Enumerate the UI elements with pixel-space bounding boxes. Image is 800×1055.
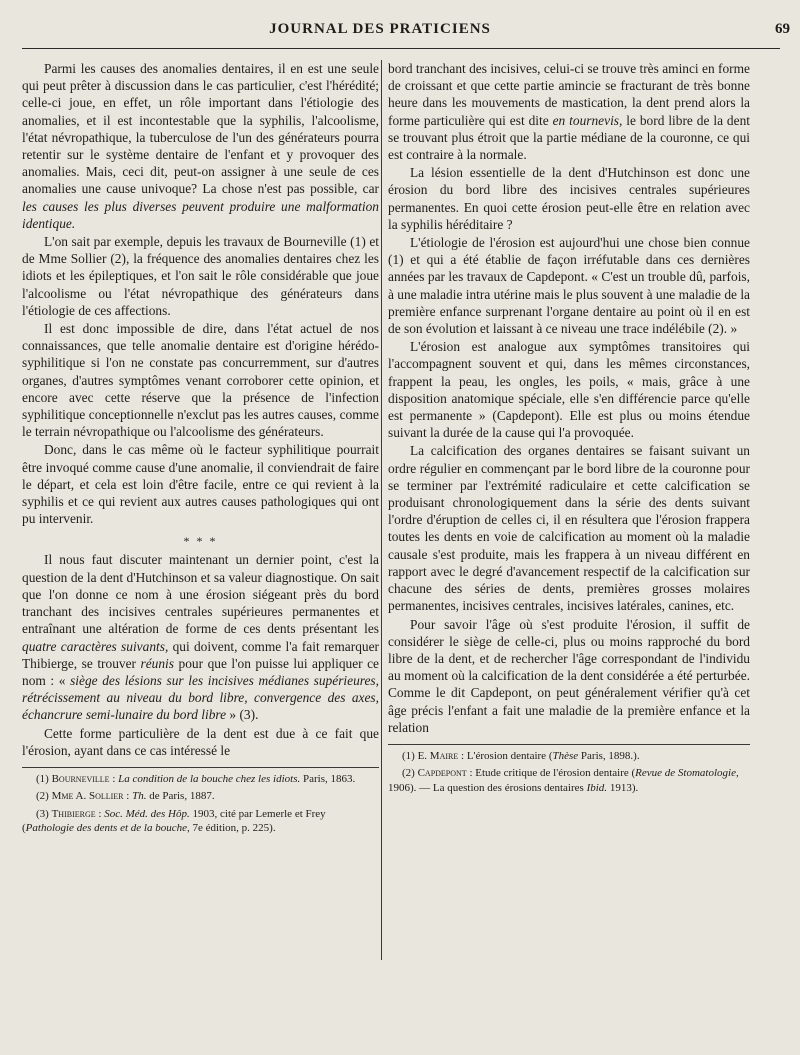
paragraph-text: Parmi les causes des anomalies dentaires, il en est une seule qui peut prêter à discussion dans le cas particulier, c'est l'hérédité; celle-ci joue, en effet, un rôle important dans l'étiologie des anomalies, et il est incontestable que la syphilis, l'alcoolisme, l'état névropathique, la tuberculose de l'un des générateurs pourra retentir sur le système dentaire de l'enfant et y provoquer des anomalies. Mais, ceci dit, peut-on assigner à une seule de ces anomalies une cause univoque? La chose n'est pas possible, car <box>22 61 379 197</box>
journal-title: JOURNAL DES PRATICIENS <box>269 21 491 37</box>
footnote-title: Ibid. <box>583 781 608 794</box>
footnote-title: Revue de Stomatologie, <box>635 767 739 780</box>
footnote-sep: : <box>95 807 105 820</box>
footnote <box>388 749 750 764</box>
footnote-rest: 1903, cité par Lemerle et Frey ( <box>22 807 326 835</box>
italic-text: réunis <box>140 655 174 671</box>
paragraph-text: Il nous faut discuter maintenant un dernier point, c'est la question de la dent d'Hutchinson et sa valeur diagnostique. On sait que l'on donne ce nom à une érosion siégeant près du bord tranchant des incisives centrales supérieures permanentes et entraînant une altération de forme de ces dents présentant les <box>22 552 379 637</box>
left-column <box>22 60 379 1045</box>
paragraph-text: pour que l'on puisse lui appliquer ce nom : « <box>22 655 379 688</box>
paragraph: L'étiologie de l'érosion est aujourd'hui une chose bien connue (1) et qui a été établie de façon irréfutable dans ces dernières années par les travaux de Capdepont. « C'est un trouble dû, parfois, à une maladie intra utérine mais le plus souvent à une maladie de la première enfance surprenant l'organe dentaire au point où il en est de son évolution et laissant à ce niveau une trace indélébile (2). » <box>388 235 750 337</box>
section-separator: * * * <box>183 534 218 549</box>
column-divider <box>381 60 382 960</box>
header-rule <box>22 48 780 49</box>
paragraph-text: qui doivent, comme l'a fait remarquer Thibierge, se trouver <box>22 638 379 671</box>
footnote-rest: Paris, 1863. <box>300 772 356 785</box>
footnote-rest: Paris, 1898.). <box>578 749 640 762</box>
right-column <box>388 60 750 1045</box>
paragraph: Pour savoir l'âge où s'est produite l'érosion, il suffit de considérer le siège de celle-ci, plus ou moins rapproché du bord libre de la dent, et de rechercher l'âge correspondant de l'individu au moment où la calcification de la dent considérée a été perturbée. Comme le dit Capdepont, on peut généralement vérifier qu'à cet âge précis l'enfant a fait une maladie de la première enfance et la relation <box>388 616 750 735</box>
footnote <box>388 766 750 795</box>
footnote-rule <box>388 744 750 745</box>
footnote-number: (3) <box>36 807 49 820</box>
footnote-author: Bourneville <box>51 772 110 785</box>
italic-text: en tournevis, <box>552 112 623 128</box>
footnote-text: L'érosion dentaire ( <box>466 749 553 762</box>
footnote-rest: 7e édition, p. 225). <box>189 822 276 835</box>
footnote-title: La condition de la bouche chez les idiots. <box>118 772 301 785</box>
footnote-number: (2) <box>36 790 49 803</box>
italic-text: siège des lésions sur les incisives médianes supérieures, rétrécissement au niveau du bord libre, convergence des axes, échancrure semi-lunaire du bord libre <box>22 672 379 723</box>
footnote-text: Etude critique de l'érosion dentaire ( <box>475 767 636 780</box>
footnote-author: Thibierge <box>51 807 96 820</box>
footnote-title: Pathologie des dents et de la bouche, <box>25 822 190 835</box>
footnote-number: (2) <box>402 767 415 780</box>
footnote-rest: 1906). — La question des érosions dentaires <box>388 781 584 794</box>
paragraph: L'on sait par exemple, depuis les travaux de Bourneville (1) et de Mme Sollier (2), la fréquence des anomalies dentaires chez les idiots et les épileptiques, et l'on sait le rôle considérable que joue l'alcoolisme ou l'état névropathique des générateurs dans l'étiologie de ces affections. <box>22 234 379 318</box>
footnote-rest: 1913). <box>607 781 639 794</box>
footnote <box>22 789 379 804</box>
footnote-rest: de Paris, 1887. <box>146 790 215 803</box>
footnote-number: (1) <box>402 749 415 762</box>
footnote <box>22 772 379 787</box>
paragraph-text: le bord libre de la dent se trouvant plus étroit que la partie médiane de la couronne, ce qui est contraire à la normale. <box>388 112 750 163</box>
italic-text: quatre caractères suivants, <box>22 638 169 654</box>
footnote-sep: : <box>458 749 467 762</box>
paragraph: Donc, dans le cas même où le facteur syphilitique pourrait être invoqué comme cause d'une anomalie, il conviendrait de faire le départ, et cela est loin d'être facile, entre ce qui revient à la syphilis et ce qui revient aux autres causes pathologiques qui ont pu intervenir. <box>22 442 379 527</box>
paragraph <box>388 60 750 163</box>
footnote-rule <box>22 767 379 768</box>
paragraph: La calcification des organes dentaires se faisant suivant un ordre régulier en commençant par le bord libre de la couronne pour se terminer par l'extrémité radiculaire et cette calcification se produisant chronologiquement dans la série des dents suivant l'ordre d'éruption de celles ci, il en résultera que l'érosion frappera toutes les dents en voie de calcification au moment où la maladie causale s'est produite, mais les frappera à un niveau différent en rapport avec le degré d'avancement respectif de la calcification sur chacune des séries de dents, premières grosses molaires permanentes, incisives centrales, incisives latérales, canines, etc. <box>388 443 750 614</box>
footnote-number: (1) <box>36 772 49 785</box>
footnote-author: Mme A. Sollier <box>51 790 124 803</box>
footnote-title: Soc. Méd. des Hôp. <box>104 807 190 820</box>
paragraph <box>22 60 379 232</box>
page-number: 69 <box>775 21 790 37</box>
footnotes <box>22 772 379 836</box>
running-header <box>22 21 790 43</box>
footnote-author: E. Maire <box>417 749 459 762</box>
footnote-sep: : <box>466 767 476 780</box>
paragraph: L'érosion est analogue aux symptômes transitoires qui l'accompagnent souvent et qui, dans les mêmes circonstances, frappent la peau, les ongles, les poils, « mais, grâce à une disposition anatomique spéciale, elle s'en différencie parce qu'elle est permanente » (Capdepont). Elle est plus ou moins étendue suivant la durée de la cause qui l'a provoquée. <box>388 339 750 441</box>
footnote <box>22 807 379 836</box>
italic-text: les causes les plus diverses peuvent produire une malformation identique. <box>22 198 379 231</box>
paragraph <box>22 551 379 723</box>
footnote-title: Th. <box>132 790 147 803</box>
footnote-title: Thèse <box>552 749 579 762</box>
paragraph: Il est donc impossible de dire, dans l'état actuel de nos connaissances, que telle anomalie dentaire est d'origine hérédo-syphilitique si l'on ne constate pas concurremment, sur d'autres organes, d'autres symptômes venant corroborer cette opinion, et encore avec cette réserve que la présence de l'infection syphilitique conceptionnelle n'exclut pas les autres causes, comme le terrain névropathique ou l'alcoolisme des générateurs. <box>22 321 379 440</box>
footnote-sep: : <box>123 790 133 803</box>
footnote-sep: : <box>109 772 119 785</box>
footnotes <box>388 749 750 796</box>
paragraph-text: bord tranchant des incisives, celui-ci se trouve très aminci en forme de croissant et que cette partie amincie se fracturant de très bonne heure dans les mouvements de mastication, la dent prend alors la forme particulière qui est dite <box>388 61 750 128</box>
paragraph-text: » (3). <box>229 707 259 723</box>
paragraph: Cette forme particulière de la dent est due à ce fait que l'érosion, ayant dans ce cas intéressé le <box>22 725 379 758</box>
paragraph: La lésion essentielle de la dent d'Hutchinson est donc une érosion du bord libre des incisives centrales supérieures permanentes. En quoi cette érosion peut-elle être en relation avec la syphilis héréditaire ? <box>388 165 750 232</box>
footnote-author: Capdepont <box>417 767 467 780</box>
